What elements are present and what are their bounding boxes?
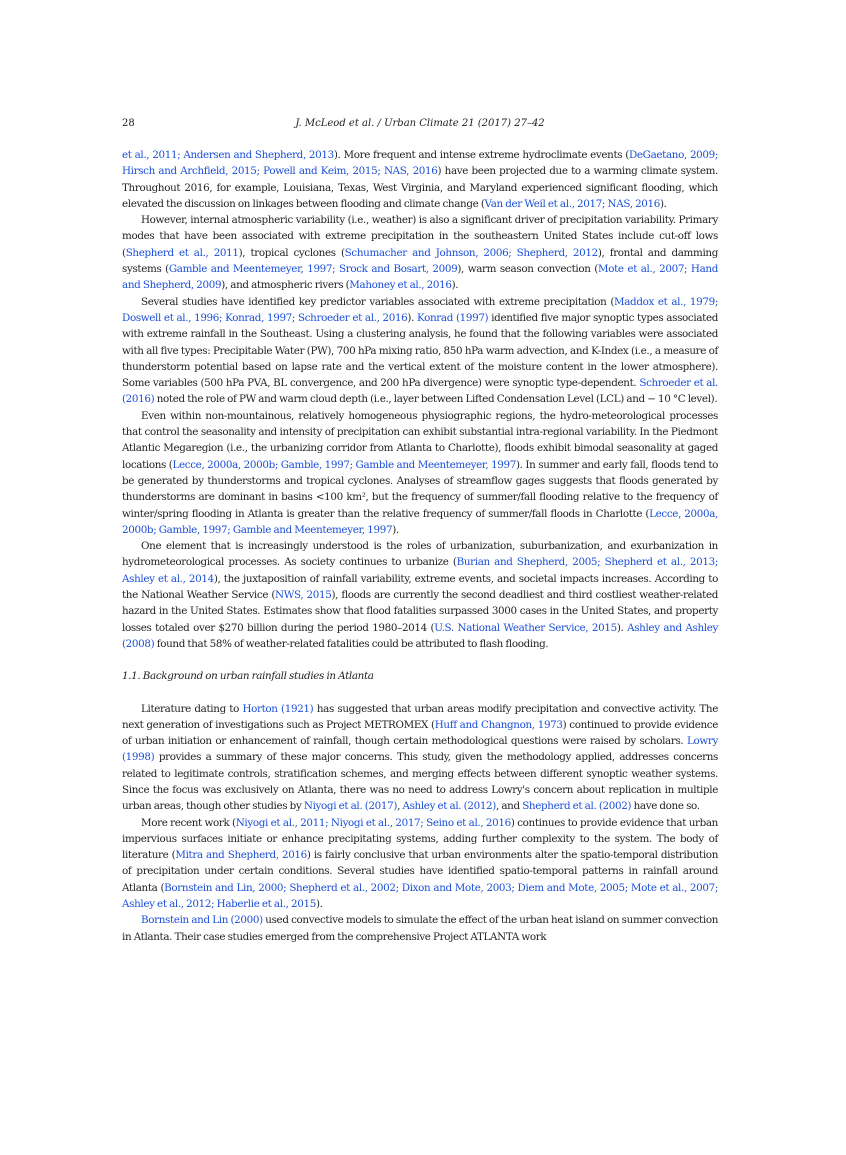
paragraph <box>122 815 718 913</box>
paragraph <box>122 212 718 293</box>
paragraph <box>122 912 718 945</box>
paragraph-text: ) is fairly conclusive that urban environments alter the spatio-temporal distribution of precipitation under certain conditions. Several studies have identified spatio-temporal patterns in rainfall around Atlanta ( <box>122 849 718 894</box>
paragraph-text: ). <box>315 898 323 911</box>
citation-link[interactable]: Mitra and Shepherd, 2016 <box>175 849 307 862</box>
citation-link[interactable]: Mote et al., 2007; Hand and Shepherd, 2009 <box>122 263 718 292</box>
citation-link[interactable]: Konrad (1997) <box>417 311 489 324</box>
paragraph-text: One element that is increasingly understood is the roles of urbanization, suburbanization, and exurbanization in hydrometeorological processes. As society continues to urbanize ( <box>122 540 718 569</box>
paragraph <box>122 538 718 652</box>
citation-link[interactable]: Van der Weil et al., 2017; NAS, 2016 <box>484 197 660 210</box>
paragraph-text: used convective models to simulate the effect of the urban heat island on summer convection in Atlanta. Their case studies emerged from the comprehensive Project ATLANTA work <box>122 914 719 943</box>
article-body <box>122 147 718 945</box>
paragraph-text: ), warm season convection ( <box>457 263 598 276</box>
paragraph-text: ). <box>616 621 628 634</box>
paragraph-text: ), frontal and damming systems ( <box>122 246 718 276</box>
citation-link[interactable]: Bornstein and Lin (2000) <box>141 914 263 927</box>
citation-link[interactable]: Burian and Shepherd, 2005; Shepherd et al., 2013; Ashley et al., 2014 <box>122 556 718 585</box>
paragraph-text: ), the juxtaposition of rainfall variability, extreme events, and societal impacts increases. According to the National Weather Service ( <box>122 572 718 602</box>
paragraph-text: ). More frequent and intense extreme hydroclimate events ( <box>333 149 629 161</box>
paragraph-text: ), tropical cyclones ( <box>238 246 345 259</box>
paragraph-text: ). <box>451 279 459 292</box>
paragraph-text: provides a summary of these major concerns. This study, given the methodology applied, addresses concerns related to legitimate controls, stratification schemes, and merging effects between different synoptic weather systems. Since the focus was exclusively on Atlanta, there was no need to address Lowry's concern about replication in multiple urban areas, though other studies by <box>122 751 718 813</box>
paragraph-text: Literature dating to <box>141 702 243 715</box>
paragraph <box>122 147 718 212</box>
paragraph-text: ). <box>407 311 418 324</box>
citation-link[interactable]: Shepherd et al. (2002) <box>522 800 632 813</box>
paragraph <box>122 408 718 538</box>
section-heading: 1.1. Background on urban rainfall studies in Atlanta <box>122 670 374 683</box>
paragraph <box>122 294 718 408</box>
citation-link[interactable]: Shepherd et al., 2011 <box>125 246 239 259</box>
citation-link[interactable]: Niyogi et al., 2011; Niyogi et al., 2017; Seino et al., 2016 <box>235 816 511 829</box>
citation-link[interactable]: Schumacher and Johnson, 2006; Shepherd, 2012 <box>344 246 598 259</box>
citation-link[interactable]: Mahoney et al., 2016 <box>349 279 452 292</box>
paragraph-text: identified five major synoptic types associated with extreme rainfall in the Southeast. Using a clustering analysis, he found that the following variables were associated with all five types: Precipitable Water (PW), 700 hPa mixing ratio, 850 hPa warm advection, and K-Index (i.e., a measure of thunderstorm potential based on lapse rate and the vertical extent of the moisture content in the lower atmosphere). Some variables (500 hPa PVA, BL convergence, and 200 hPa divergence) were synoptic type-dependent. <box>122 311 718 390</box>
paragraph-text: Even within non-mountainous, relatively homogeneous physiographic regions, the hydro-meteorological processes that control the seasonality and intensity of precipitation can exhibit substantial intra-regional variability. In the Piedmont Atlantic Megaregion (i.e., the urbanizing corridor from Atlanta to Charlotte), floods exhibit bimodal seasonality at gaged locations ( <box>122 409 718 471</box>
paragraph <box>122 701 718 815</box>
citation-link[interactable]: Schroeder et al. (2016) <box>122 377 718 406</box>
paragraph-text: have done so. <box>631 800 700 813</box>
paragraph-text: found that 58% of weather-related fatalities could be attributed to flash flooding. <box>154 637 549 650</box>
citation-link[interactable]: Maddox et al., 1979; Doswell et al., 1996; Konrad, 1997; Schroeder et al., 2016 <box>122 295 718 324</box>
paragraph-text: , and <box>495 800 523 813</box>
paragraph-text: ). <box>660 197 667 210</box>
paragraph-text: ). <box>392 523 399 536</box>
paragraph-text: has suggested that urban areas modify precipitation and convective activity. The next generation of investigations such as Project METROMEX ( <box>122 702 719 731</box>
paragraph-text: , <box>397 800 403 813</box>
citation-link[interactable]: Bornstein and Lin, 2000; Shepherd et al., 2002; Dixon and Mote, 2003; Diem and Mote, 2005; Mote et al., 2007; Ashley et al., 2012; Haberlie et al., 2015 <box>122 881 718 911</box>
citation-link[interactable]: Lecce, 2000a, 2000b; Gamble, 1997; Gamble and Meentemeyer, 1997 <box>122 507 718 536</box>
running-header <box>122 118 718 134</box>
citation-link[interactable]: Horton (1921) <box>242 702 314 715</box>
intro-section <box>122 147 718 652</box>
background-section <box>122 701 718 945</box>
paragraph-text: ), floods are currently the second deadliest and third costliest weather-related hazard in the United States. Estimates show that flood fatalities surpassed 3000 cases in the United States, and property losses totaled over $270 billion during the period 1980–2014 ( <box>122 589 718 634</box>
journal-reference: J. McLeod et al. / Urban Climate 21 (2017) 27–42 <box>295 118 545 129</box>
citation-link[interactable]: NWS, 2015 <box>275 589 332 602</box>
paragraph-text: ) continued to provide evidence of urban initiation or enhancement of rainfall, though certain methodological questions were raised by scholars. <box>122 718 718 748</box>
citation-link[interactable]: Huff and Changnon, 1973 <box>434 718 563 731</box>
citation-link[interactable]: et al., 2011; Andersen and Shepherd, 2013 <box>122 149 334 161</box>
page-number: 28 <box>122 118 135 129</box>
paragraph-text: ), and atmospheric rivers ( <box>221 279 350 292</box>
citation-link[interactable]: Ashley et al. (2012) <box>402 800 496 813</box>
citation-link[interactable]: Lecce, 2000a, 2000b; Gamble, 1997; Gamble and Meentemeyer, 1997 <box>172 458 516 471</box>
paragraph-text: ) continues to provide evidence that urban impervious surfaces initiate or enhance precipitating systems, adding further complexity to the system. The body of literature ( <box>122 816 718 862</box>
citation-link[interactable]: Gamble and Meentemeyer, 1997; Srock and Bosart, 2009 <box>168 263 458 276</box>
paragraph-text: More recent work ( <box>141 816 236 829</box>
paragraph-text: ). In summer and early fall, floods tend to be generated by thunderstorms and tropical cyclones. Analyses of streamflow gages suggests that floods generated by thunderstorms are dominant in basins <100 km², but the frequency of summer/fall flooding relative to the frequency of winter/spring flooding in Atlanta is greater than the relative frequency of summer/fall floods in Charlotte ( <box>122 458 719 520</box>
paragraph-text: Several studies have identified key predictor variables associated with extreme precipitation ( <box>141 295 614 308</box>
citation-link[interactable]: DeGaetano, 2009; Hirsch and Archfield, 2015; Powell and Keim, 2015; NAS, 2016 <box>122 149 719 178</box>
citation-link[interactable]: Lowry (1998) <box>122 735 718 764</box>
citation-link[interactable]: U.S. National Weather Service, 2015 <box>434 621 617 634</box>
citation-link[interactable]: Niyogi et al. (2017) <box>303 800 398 813</box>
paragraph-text: However, internal atmospheric variability (i.e., weather) is also a significant driver of precipitation variability. Primary modes that have been associated with extreme precipitation in the southeastern United States include cut-off lows ( <box>122 214 718 259</box>
paragraph-text: ) have been projected due to a warming climate system. Throughout 2016, for example, Louisiana, Texas, West Virginia, and Maryland experienced significant flooding, which elevated the discussion on linkages between flooding and climate change ( <box>122 165 718 210</box>
citation-link[interactable]: Ashley and Ashley (2008) <box>122 621 718 650</box>
paragraph-text: noted the role of PW and warm cloud depth (i.e., layer between Lifted Condensation Level (LCL) and − 10 °C level). <box>154 393 718 406</box>
